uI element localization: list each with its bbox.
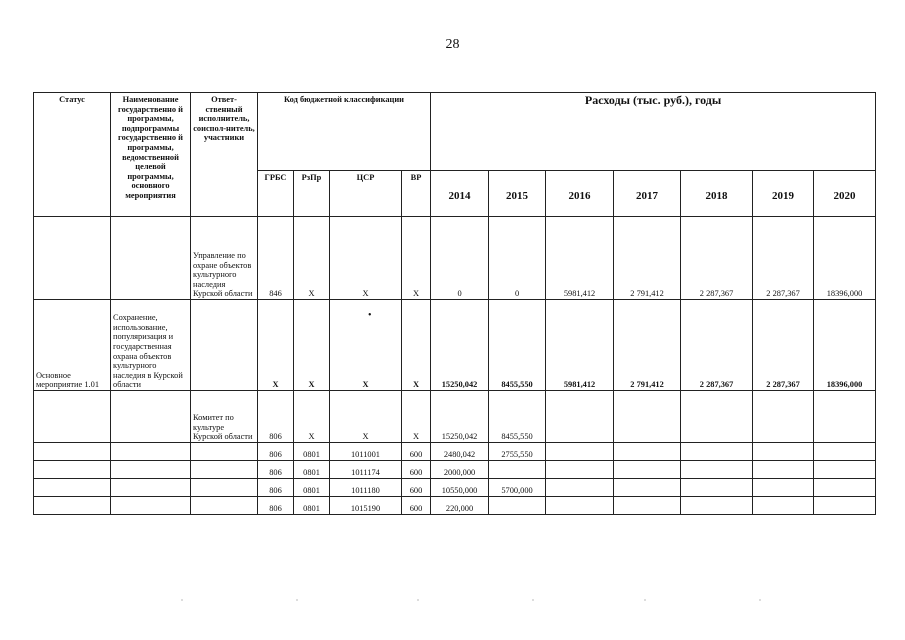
cell-2018 <box>681 391 753 443</box>
table-row <box>34 497 876 515</box>
header-status: Статус <box>34 93 111 217</box>
cell-grbs: 846 <box>258 217 294 300</box>
cell-2016: 5981,412 <box>546 217 614 300</box>
cell-status <box>34 461 111 479</box>
stray-mark: • <box>368 310 372 321</box>
cell-rzpr: 0801 <box>294 443 330 461</box>
cell-2017 <box>614 461 681 479</box>
cell-2014: 2480,042 <box>431 443 489 461</box>
cell-status: Основное мероприятие 1.01 <box>34 300 111 391</box>
cell-grbs: X <box>258 300 294 391</box>
cell-2015 <box>489 497 546 515</box>
cell-csr: 1011001 <box>330 443 402 461</box>
cell-2019 <box>753 461 814 479</box>
cell-grbs: 806 <box>258 479 294 497</box>
cell-2018 <box>681 443 753 461</box>
cell-2016: 5981,412 <box>546 300 614 391</box>
cell-executor <box>191 443 258 461</box>
cell-2020 <box>814 443 876 461</box>
cell-executor: Управление по охране объектов культурного наследия Курской области <box>191 217 258 300</box>
cell-grbs: 806 <box>258 391 294 443</box>
cell-status <box>34 479 111 497</box>
cell-2019: 2 287,367 <box>753 217 814 300</box>
budget-table <box>33 92 876 515</box>
cell-2020 <box>814 497 876 515</box>
cell-status <box>34 443 111 461</box>
header-rzpr: РзПр <box>294 171 330 217</box>
cell-2016 <box>546 443 614 461</box>
cell-2020 <box>814 479 876 497</box>
cell-vr: 600 <box>402 443 431 461</box>
table-row <box>34 479 876 497</box>
cell-grbs: 806 <box>258 443 294 461</box>
cell-2014: 220,000 <box>431 497 489 515</box>
cell-2016 <box>546 391 614 443</box>
cell-2020: 18396,000 <box>814 300 876 391</box>
cell-2015: 0 <box>489 217 546 300</box>
cell-vr: X <box>402 217 431 300</box>
cell-2018: 2 287,367 <box>681 217 753 300</box>
cell-2018 <box>681 461 753 479</box>
cell-2019 <box>753 497 814 515</box>
header-csr: ЦСР <box>330 171 402 217</box>
table-row <box>34 217 876 300</box>
cell-2018: 2 287,367 <box>681 300 753 391</box>
cell-csr: 1011174 <box>330 461 402 479</box>
cell-vr: 600 <box>402 497 431 515</box>
header-budget-code: Код бюджетной классификации <box>258 93 431 171</box>
cell-rzpr: 0801 <box>294 479 330 497</box>
cell-status <box>34 497 111 515</box>
header-row-top <box>34 93 876 171</box>
cell-executor: Комитет по культуре Курской области <box>191 391 258 443</box>
cell-rzpr: X <box>294 217 330 300</box>
table-row <box>34 300 876 391</box>
cell-2016 <box>546 479 614 497</box>
cell-status <box>34 217 111 300</box>
header-year-2014: 2014 <box>431 171 489 217</box>
cell-2015: 2755,550 <box>489 443 546 461</box>
cell-2016 <box>546 461 614 479</box>
cell-rzpr: X <box>294 391 330 443</box>
cell-rzpr: X <box>294 300 330 391</box>
cell-name <box>111 217 191 300</box>
header-name: Наименование государственно й программы, подпрограммы государственно й программы, ведомственной целевой программы, основного мероприятия <box>111 93 191 217</box>
cell-executor <box>191 479 258 497</box>
cell-2017 <box>614 391 681 443</box>
header-year-2016: 2016 <box>546 171 614 217</box>
header-year-2015: 2015 <box>489 171 546 217</box>
cell-vr: X <box>402 300 431 391</box>
cell-vr: 600 <box>402 461 431 479</box>
cell-2019 <box>753 391 814 443</box>
cell-vr: X <box>402 391 431 443</box>
cell-2017: 2 791,412 <box>614 300 681 391</box>
header-vr: ВР <box>402 171 431 217</box>
cell-grbs: 806 <box>258 461 294 479</box>
cell-executor <box>191 497 258 515</box>
cell-2014: 15250,042 <box>431 391 489 443</box>
cell-2015: 5700,000 <box>489 479 546 497</box>
cell-rzpr: 0801 <box>294 461 330 479</box>
cell-2014: 2000,000 <box>431 461 489 479</box>
header-year-2019: 2019 <box>753 171 814 217</box>
table-row <box>34 391 876 443</box>
cell-csr: 1011180 <box>330 479 402 497</box>
cell-2014: 15250,042 <box>431 300 489 391</box>
table-row <box>34 461 876 479</box>
cell-2020 <box>814 461 876 479</box>
cell-2017 <box>614 443 681 461</box>
header-executor: Ответ-ственный исполнитель, соиспол-нитель, участники <box>191 93 258 217</box>
scan-artifact-dots <box>0 596 905 604</box>
cell-2019 <box>753 479 814 497</box>
cell-executor <box>191 461 258 479</box>
cell-2017 <box>614 479 681 497</box>
page-number: 28 <box>445 37 460 52</box>
cell-2019: 2 287,367 <box>753 300 814 391</box>
cell-2015: 8455,550 <box>489 391 546 443</box>
cell-2019 <box>753 443 814 461</box>
cell-2015 <box>489 461 546 479</box>
header-year-2020: 2020 <box>814 171 876 217</box>
cell-2018 <box>681 479 753 497</box>
cell-name <box>111 479 191 497</box>
header-year-2018: 2018 <box>681 171 753 217</box>
cell-2020: 18396,000 <box>814 217 876 300</box>
cell-rzpr: 0801 <box>294 497 330 515</box>
table-row <box>34 443 876 461</box>
cell-2015: 8455,550 <box>489 300 546 391</box>
header-year-2017: 2017 <box>614 171 681 217</box>
cell-2016 <box>546 497 614 515</box>
cell-csr: X <box>330 300 402 391</box>
cell-2018 <box>681 497 753 515</box>
cell-name <box>111 391 191 443</box>
cell-vr: 600 <box>402 479 431 497</box>
header-grbs: ГРБС <box>258 171 294 217</box>
cell-executor <box>191 300 258 391</box>
cell-2017 <box>614 497 681 515</box>
cell-status <box>34 391 111 443</box>
cell-name <box>111 443 191 461</box>
cell-2014: 0 <box>431 217 489 300</box>
cell-2020 <box>814 391 876 443</box>
header-expenses: Расходы (тыс. руб.), годы <box>431 93 876 171</box>
cell-csr: 1015190 <box>330 497 402 515</box>
cell-2014: 10550,000 <box>431 479 489 497</box>
cell-name: Сохранение, использование, популяризация и государственная охрана объектов культурного наследия в Курской области <box>111 300 191 391</box>
cell-name <box>111 497 191 515</box>
cell-csr: X <box>330 217 402 300</box>
cell-2017: 2 791,412 <box>614 217 681 300</box>
cell-name <box>111 461 191 479</box>
cell-grbs: 806 <box>258 497 294 515</box>
cell-csr: X <box>330 391 402 443</box>
